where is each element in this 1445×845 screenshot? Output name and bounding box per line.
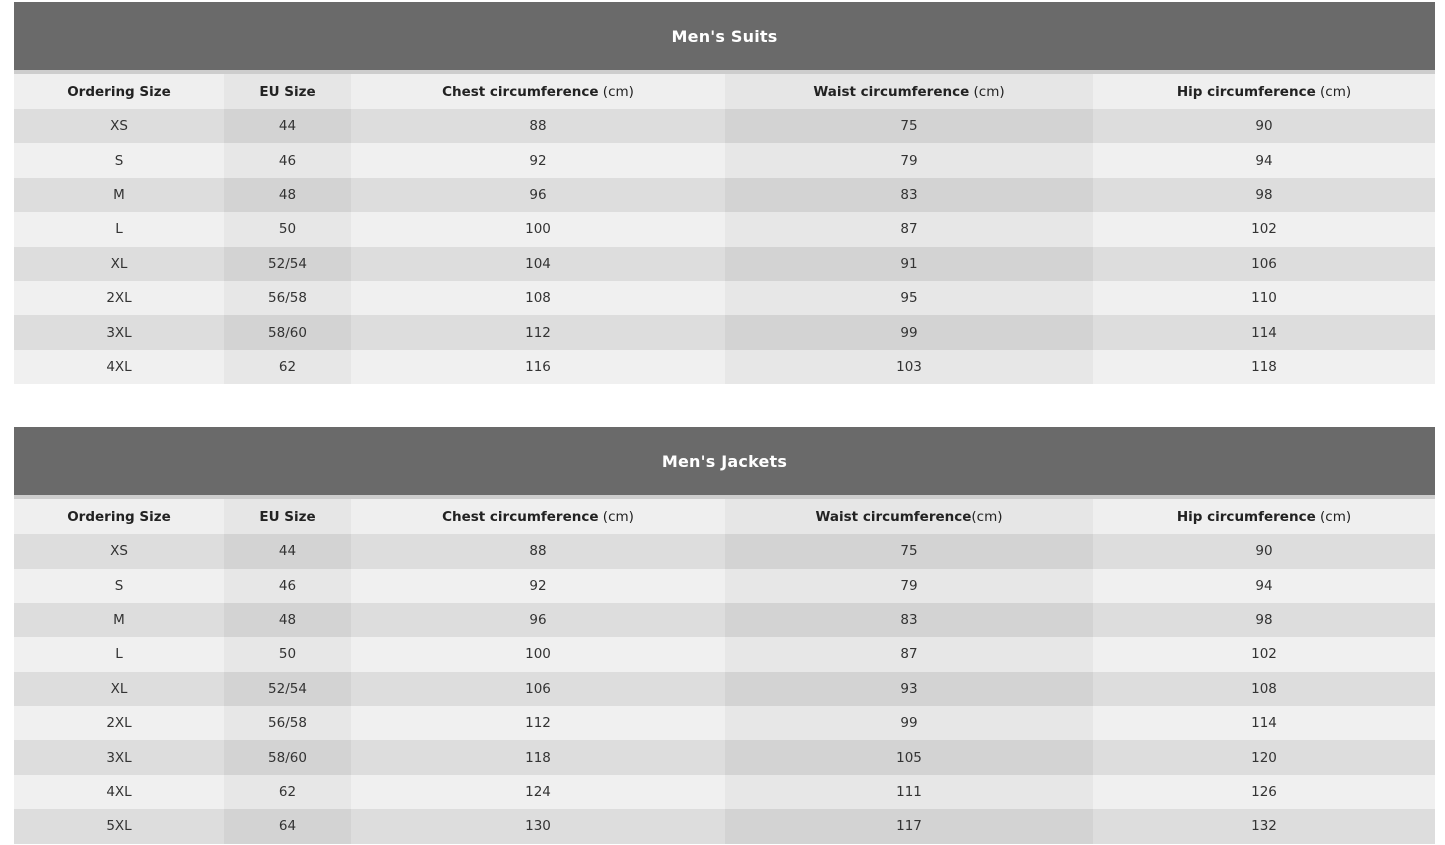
table-cell: 105 [725, 740, 1093, 774]
table-cell: 87 [725, 637, 1093, 671]
table-cell: 62 [224, 775, 351, 809]
column-header-label: EU Size [259, 508, 316, 525]
table-cell: 99 [725, 315, 1093, 349]
column-header-label: Ordering Size [67, 508, 171, 525]
table-cell: 4XL [14, 350, 224, 384]
table-cell: 98 [1093, 178, 1435, 212]
table-cell: 48 [224, 603, 351, 637]
table-cell: 102 [1093, 637, 1435, 671]
column-header-eu-size [224, 499, 351, 534]
table-row [14, 775, 1435, 809]
column-header-waist [725, 499, 1093, 534]
table-cell: 75 [725, 534, 1093, 568]
table-cell: M [14, 603, 224, 637]
table-cell: L [14, 212, 224, 246]
table-cell: 92 [351, 569, 725, 603]
table-cell: 120 [1093, 740, 1435, 774]
table-cell: 50 [224, 637, 351, 671]
table-cell: 88 [351, 534, 725, 568]
table-cell: 44 [224, 534, 351, 568]
column-header-chest [351, 74, 725, 109]
table-row [14, 350, 1435, 384]
table-cell: 103 [725, 350, 1093, 384]
table-cell: 126 [1093, 775, 1435, 809]
table-cell: XL [14, 672, 224, 706]
table-cell: 64 [224, 809, 351, 843]
table-row [14, 178, 1435, 212]
column-header-waist [725, 74, 1093, 109]
column-header-label: Chest circumference [442, 508, 599, 525]
table-cell: L [14, 637, 224, 671]
column-header-label: Waist circumference [813, 83, 970, 100]
table-cell: 50 [224, 212, 351, 246]
table-cell: 79 [725, 569, 1093, 603]
column-header-hip [1093, 74, 1435, 109]
table-header-row [14, 499, 1435, 534]
table-cell: 116 [351, 350, 725, 384]
column-header-hip [1093, 499, 1435, 534]
column-header-unit: (cm) [971, 508, 1003, 525]
table-row [14, 569, 1435, 603]
table-cell: 118 [1093, 350, 1435, 384]
table-row [14, 706, 1435, 740]
column-header-unit: (cm) [969, 83, 1005, 100]
table-cell: 52/54 [224, 247, 351, 281]
column-header-label: EU Size [259, 83, 316, 100]
table-cell: 87 [725, 212, 1093, 246]
column-header-label: Waist circumference [815, 508, 972, 525]
table-cell: 124 [351, 775, 725, 809]
table-cell: 112 [351, 315, 725, 349]
table-cell: 95 [725, 281, 1093, 315]
table-cell: 96 [351, 178, 725, 212]
table-row [14, 143, 1435, 177]
table-cell: 112 [351, 706, 725, 740]
table-cell: 92 [351, 143, 725, 177]
table-cell: 83 [725, 178, 1093, 212]
column-header-label: Hip circumference [1176, 83, 1316, 100]
table-cell: 44 [224, 109, 351, 143]
table-cell: 118 [351, 740, 725, 774]
table-cell: 2XL [14, 706, 224, 740]
table-cell: 52/54 [224, 672, 351, 706]
table-cell: 90 [1093, 109, 1435, 143]
table-title-bar [14, 427, 1435, 499]
column-header-ordering-size [14, 499, 224, 534]
table-title: Men's Jackets [661, 451, 788, 471]
table-cell: 106 [351, 672, 725, 706]
table-cell: 117 [725, 809, 1093, 843]
column-header-label: Chest circumference [442, 83, 599, 100]
size-table [14, 2, 1435, 384]
table-title: Men's Suits [671, 26, 778, 46]
table-cell: 94 [1093, 143, 1435, 177]
table-cell: 56/58 [224, 281, 351, 315]
table-cell: XS [14, 534, 224, 568]
table-row [14, 281, 1435, 315]
table-cell: 114 [1093, 315, 1435, 349]
table-row [14, 809, 1435, 843]
table-cell: 46 [224, 569, 351, 603]
table-cell: S [14, 143, 224, 177]
table-cell: 132 [1093, 809, 1435, 843]
table-cell: XS [14, 109, 224, 143]
table-cell: 98 [1093, 603, 1435, 637]
table-cell: 88 [351, 109, 725, 143]
size-table [14, 427, 1435, 844]
table-cell: 99 [725, 706, 1093, 740]
table-row [14, 637, 1435, 671]
table-row [14, 603, 1435, 637]
table-cell: 111 [725, 775, 1093, 809]
table-cell: 75 [725, 109, 1093, 143]
table-cell: 58/60 [224, 315, 351, 349]
table-cell: 3XL [14, 740, 224, 774]
table-row [14, 672, 1435, 706]
table-cell: 106 [1093, 247, 1435, 281]
table-row [14, 212, 1435, 246]
table-body [14, 534, 1435, 844]
table-row [14, 534, 1435, 568]
table-title-bar [14, 2, 1435, 74]
column-header-unit: (cm) [598, 508, 634, 525]
table-cell: 96 [351, 603, 725, 637]
table-cell: 108 [1093, 672, 1435, 706]
column-header-unit: (cm) [1315, 508, 1352, 525]
table-cell: 90 [1093, 534, 1435, 568]
table-cell: 114 [1093, 706, 1435, 740]
column-header-unit: (cm) [598, 83, 634, 100]
table-cell: 83 [725, 603, 1093, 637]
table-cell: M [14, 178, 224, 212]
table-row [14, 740, 1435, 774]
table-cell: 79 [725, 143, 1093, 177]
table-cell: 46 [224, 143, 351, 177]
table-body [14, 109, 1435, 384]
table-cell: 130 [351, 809, 725, 843]
table-cell: 5XL [14, 809, 224, 843]
column-header-ordering-size [14, 74, 224, 109]
table-cell: 94 [1093, 569, 1435, 603]
table-header-row [14, 74, 1435, 109]
table-cell: 91 [725, 247, 1093, 281]
table-cell: 62 [224, 350, 351, 384]
table-cell: 2XL [14, 281, 224, 315]
table-cell: 110 [1093, 281, 1435, 315]
table-cell: 56/58 [224, 706, 351, 740]
column-header-unit: (cm) [1315, 83, 1352, 100]
table-row [14, 109, 1435, 143]
table-cell: 108 [351, 281, 725, 315]
table-cell: S [14, 569, 224, 603]
table-cell: 104 [351, 247, 725, 281]
column-header-eu-size [224, 74, 351, 109]
table-cell: 3XL [14, 315, 224, 349]
column-header-label: Ordering Size [67, 83, 171, 100]
table-cell: 100 [351, 212, 725, 246]
table-cell: XL [14, 247, 224, 281]
column-header-chest [351, 499, 725, 534]
table-row [14, 315, 1435, 349]
table-row [14, 247, 1435, 281]
table-cell: 48 [224, 178, 351, 212]
table-cell: 100 [351, 637, 725, 671]
table-cell: 58/60 [224, 740, 351, 774]
table-cell: 102 [1093, 212, 1435, 246]
column-header-label: Hip circumference [1176, 508, 1316, 525]
table-cell: 93 [725, 672, 1093, 706]
table-cell: 4XL [14, 775, 224, 809]
